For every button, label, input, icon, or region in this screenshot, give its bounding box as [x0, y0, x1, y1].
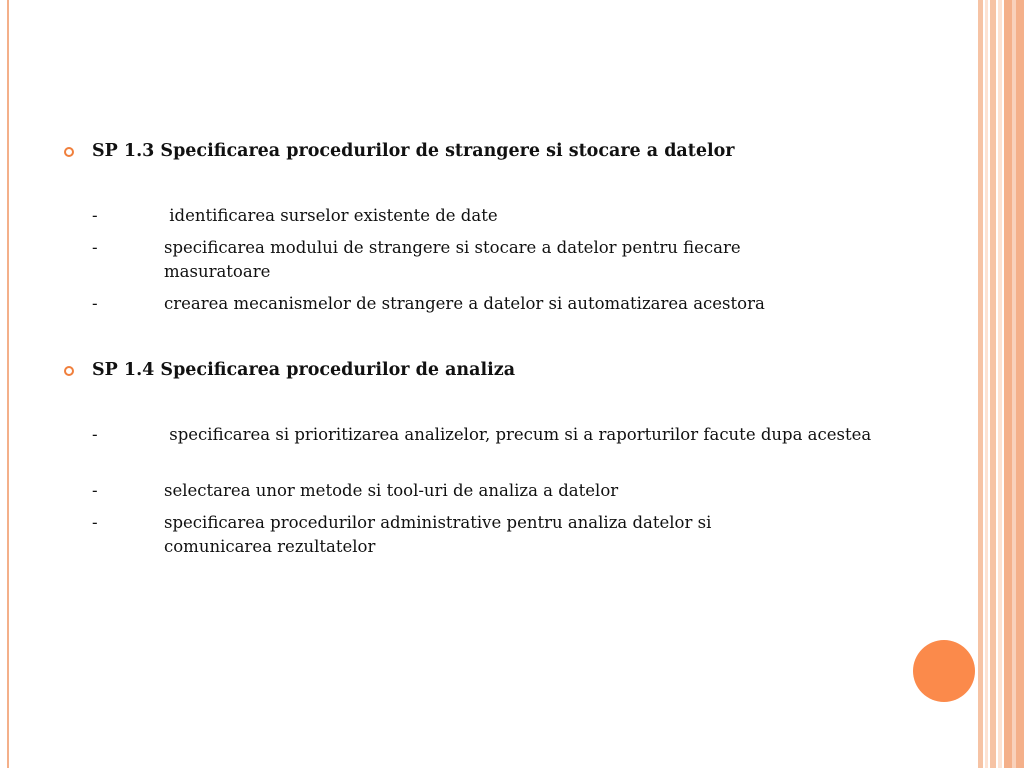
list-item-text: specificarea si prioritizarea analizelor, precum si a raporturilor facute dupa acestea — [164, 425, 872, 444]
list-item-text: specificarea procedurilor administrative pentru analiza datelor si comunicarea rezultatelor — [164, 513, 712, 556]
ring-bullet-icon — [64, 147, 74, 157]
left-edge-line — [7, 0, 9, 768]
list-item — [92, 423, 872, 471]
decorative-stripe — [978, 0, 983, 768]
decorative-stripe — [998, 0, 1002, 768]
dash-bullet: - — [92, 206, 98, 225]
decorative-stripe — [1012, 0, 1016, 768]
list-item-text: specificarea modului de strangere si stocare a datelor pentru fiecare masuratoare — [164, 238, 741, 281]
decorative-stripe — [990, 0, 996, 768]
list-item — [92, 479, 852, 503]
list-item — [92, 292, 852, 316]
dash-bullet: - — [92, 481, 98, 500]
dash-bullet: - — [92, 238, 98, 257]
dash-bullet: - — [92, 513, 98, 532]
list-item-text: selectarea unor metode si tool-uri de analiza a datelor — [164, 481, 619, 500]
decorative-stripe — [985, 0, 988, 768]
section-heading-sp14: SP 1.4 Specificarea procedurilor de analiza — [92, 360, 516, 380]
dash-bullet: - — [92, 425, 98, 444]
list-item — [92, 204, 852, 228]
list-item-text: identificarea surselor existente de date — [164, 206, 498, 225]
list-item — [92, 236, 852, 284]
ring-bullet-icon — [64, 366, 74, 376]
dash-bullet: - — [92, 294, 98, 313]
decorative-circle — [913, 640, 975, 702]
section-heading-sp13: SP 1.3 Specificarea procedurilor de strangere si stocare a datelor — [92, 141, 735, 161]
list-item — [92, 511, 852, 559]
list-item-text: crearea mecanismelor de strangere a datelor si automatizarea acestora — [164, 294, 765, 313]
